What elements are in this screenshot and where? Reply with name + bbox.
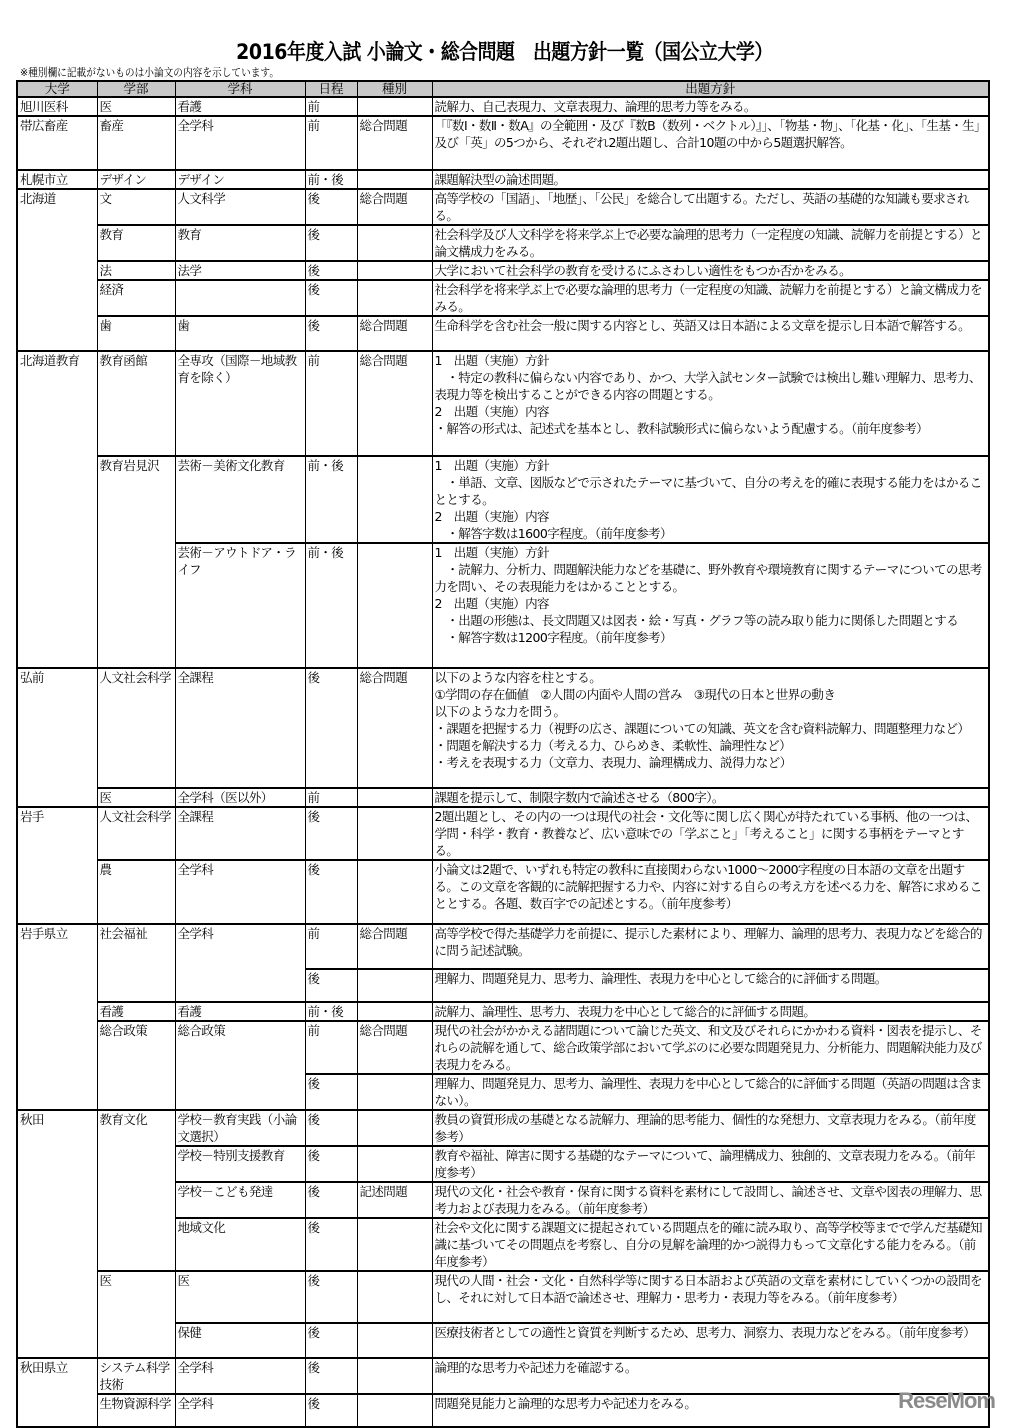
university-cell: 岩手県立	[17, 924, 97, 1110]
type-cell: 総合問題	[357, 1021, 432, 1074]
policy-cell: 社会科学及び人文科学を将来学ぶ上で必要な論理的思考力（一定程度の知識、読解力を前提とする）と論文構成力をみる。	[432, 225, 989, 261]
department-cell	[175, 280, 305, 316]
university-cell: 秋田県立	[17, 1358, 97, 1427]
policy-cell: 社会科学を将来学ぶ上で必要な論理的思考力（一定程度の知識、読解力を前提とする）と論文構成力をみる。	[432, 280, 989, 316]
faculty-cell: 歯	[97, 316, 175, 351]
policy-cell: 課題解決型の論述問題。	[432, 170, 989, 189]
faculty-cell: 人文社会科学	[97, 807, 175, 860]
table-body	[17, 97, 989, 1427]
policy-cell: 「『数Ⅰ・数Ⅱ・数A』の全範囲・及び『数B（数列・ベクトル）』」、「物基・物」、「化基・化」、「生基・生」及び「英」の5つから、それぞれ2題出題し、合計10題の中から5題選択解答。	[432, 116, 989, 170]
schedule-cell: 前・後	[305, 1002, 357, 1021]
policy-cell: 問題発見能力と論理的な思考力や記述力をみる。	[432, 1394, 989, 1427]
schedule-cell: 後	[305, 1271, 357, 1323]
faculty-cell: 経済	[97, 280, 175, 316]
schedule-cell: 後	[305, 1110, 357, 1146]
policy-cell: 小論文は2題で、いずれも特定の教科に直接関わらない1000～2000字程度の日本語の文章を出題する。この文章を客観的に読解把握する力や、内容に対する自らの考え方を述べる力を、解答に求めることとする。各題、数百字での記述とする。（前年度参考）	[432, 860, 989, 924]
policy-cell: 教育や福祉、障害に関する基礎的なテーマについて、論理構成力、独創的、文章表現力をみる。（前年度参考）	[432, 1146, 989, 1182]
type-cell	[357, 807, 432, 860]
faculty-cell: 看護	[97, 1002, 175, 1021]
schedule-cell: 後	[305, 860, 357, 924]
faculty-cell: デザイン	[97, 170, 175, 189]
type-cell	[357, 788, 432, 807]
type-cell	[357, 225, 432, 261]
schedule-cell: 前	[305, 788, 357, 807]
schedule-cell: 後	[305, 1394, 357, 1427]
schedule-cell: 前・後	[305, 170, 357, 189]
university-cell: 帯広畜産	[17, 116, 97, 170]
type-cell	[357, 456, 432, 543]
type-cell	[357, 1218, 432, 1271]
faculty-cell: 医	[97, 97, 175, 116]
department-cell: 法学	[175, 261, 305, 280]
policy-cell: 生命科学を含む社会一般に関する内容とし、英語又は日本語による文章を提示し日本語で解答する。	[432, 316, 989, 351]
schedule-cell: 後	[305, 668, 357, 788]
schedule-cell: 前	[305, 97, 357, 116]
policy-cell: 課題を提示して、制限字数内で論述させる（800字）。	[432, 788, 989, 807]
faculty-cell: 総合政策	[97, 1021, 175, 1110]
department-cell: 保健	[175, 1323, 305, 1358]
university-cell: 秋田	[17, 1110, 97, 1358]
faculty-cell: システム科学技術	[97, 1358, 175, 1394]
header-type: 種別	[357, 81, 432, 97]
type-cell	[357, 860, 432, 924]
department-cell: デザイン	[175, 170, 305, 189]
table-header-row	[17, 81, 989, 97]
type-cell: 総合問題	[357, 668, 432, 788]
schedule-cell: 後	[305, 1218, 357, 1271]
policy-cell: 1 出題（実施）方針 ・単語、文章、図版などで示されたテーマに基づいて、自分の考えを的確に表現する能力をはかることとする。 2 出題（実施）内容 ・解答字数は1600字程度。（前年度参考）	[432, 456, 989, 543]
schedule-cell: 後	[305, 316, 357, 351]
department-cell: 全学科	[175, 1358, 305, 1394]
faculty-cell: 医	[97, 1271, 175, 1358]
policy-cell: 大学において社会科学の教育を受けるにふさわしい適性をもつか否かをみる。	[432, 261, 989, 280]
logo-text: ReseMom	[898, 1388, 995, 1413]
schedule-cell: 後	[305, 1146, 357, 1182]
department-cell: 学校－教育実践（小論文選択）	[175, 1110, 305, 1146]
table-row	[17, 316, 989, 351]
policy-cell: 社会や文化に関する課題文に提起されている問題点を的確に読み取り、高等学校等までで学んだ基礎知識に基づいてその問題点を考察し、自分の見解を論理的かつ説得力もって文章化する能力をみる。（前年度参考）	[432, 1218, 989, 1271]
schedule-cell: 後	[305, 280, 357, 316]
table-row	[17, 225, 989, 261]
faculty-cell: 農	[97, 860, 175, 924]
table-row	[17, 668, 989, 788]
policy-cell: 読解力、論理性、思考力、表現力を中心として総合的に評価する問題。	[432, 1002, 989, 1021]
schedule-cell: 前	[305, 116, 357, 170]
type-cell	[357, 969, 432, 1002]
type-cell	[357, 543, 432, 668]
type-cell	[357, 1271, 432, 1323]
department-cell: 全学科	[175, 860, 305, 924]
policy-cell: 1 出題（実施）方針 ・読解力、分析力、問題解決能力などを基礎に、野外教育や環境教育に関するテーマについての思考力を問い、その表現能力をはかることとする。 2 出題（実施）内容 ・出題の形態は、長文問題又は図表・絵・写真・グラフ等の読み取り能力に関係した問題とする ・解答字数は1200字程度。（前年度参考）	[432, 543, 989, 668]
department-cell: 全専攻（国際－地域教育を除く）	[175, 351, 305, 456]
policy-cell: 高等学校の「国語」、「地歴」、「公民」を総合して出題する。ただし、英語の基礎的な知識も要求される。	[432, 189, 989, 225]
department-cell: 看護	[175, 1002, 305, 1021]
policy-cell: 理解力、問題発見力、思考力、論理性、表現力を中心として総合的に評価する問題。	[432, 969, 989, 1002]
type-cell: 記述問題	[357, 1182, 432, 1218]
table-row	[17, 1358, 989, 1394]
type-cell: 総合問題	[357, 316, 432, 351]
schedule-cell: 前	[305, 351, 357, 456]
schedule-cell: 前・後	[305, 543, 357, 668]
header-univ: 大学	[17, 81, 97, 97]
faculty-cell: 人文社会科学	[97, 668, 175, 788]
policy-cell: 1 出題（実施）方針 ・特定の教科に偏らない内容であり、かつ、大学入試センター試験では検出し難い理解力、思考力、表現力等を検出することができる内容の問題とする。 2 出題（実施）内容 ・解答の形式は、記述式を基本とし、教科試験形式に偏らないよう配慮する。（前年度参考）	[432, 351, 989, 456]
faculty-cell: 教育	[97, 225, 175, 261]
university-cell: 旭川医科	[17, 97, 97, 116]
department-cell: 全学科	[175, 924, 305, 1002]
department-cell: 全学科	[175, 1394, 305, 1427]
header-policy: 出題方針	[432, 81, 989, 97]
type-cell	[357, 280, 432, 316]
header-schedule: 日程	[305, 81, 357, 97]
policy-cell: 教員の資質形成の基礎となる読解力、理論的思考能力、個性的な発想力、文章表現力をみる。（前年度参考）	[432, 1110, 989, 1146]
type-cell	[357, 1002, 432, 1021]
resemom-logo	[898, 1388, 995, 1414]
table-row	[17, 456, 989, 543]
department-cell: 医	[175, 1271, 305, 1323]
faculty-cell: 文	[97, 189, 175, 225]
type-cell: 総合問題	[357, 924, 432, 969]
policy-cell: 高等学校で得た基礎学力を前提に、提示した素材により、理解力、論理的思考力、表現力などを総合的に問う記述試験。	[432, 924, 989, 969]
university-cell: 札幌市立	[17, 170, 97, 189]
type-cell: 総合問題	[357, 116, 432, 170]
table-row	[17, 1021, 989, 1074]
type-cell	[357, 1358, 432, 1394]
faculty-cell: 教育岩見沢	[97, 456, 175, 668]
type-cell	[357, 261, 432, 280]
type-cell	[357, 1074, 432, 1110]
table-row	[17, 1271, 989, 1323]
type-cell: 総合問題	[357, 189, 432, 225]
type-cell	[357, 1394, 432, 1427]
table-row	[17, 860, 989, 924]
schedule-cell: 後	[305, 969, 357, 1002]
department-cell: 全課程	[175, 807, 305, 860]
table-row	[17, 788, 989, 807]
schedule-cell: 後	[305, 1182, 357, 1218]
schedule-cell: 後	[305, 189, 357, 225]
type-cell	[357, 170, 432, 189]
page-title: 2016年度入試 小論文・総合問題 出題方針一覧（国公立大学）	[236, 40, 773, 64]
department-cell: 芸術－アウトドア・ライフ	[175, 543, 305, 668]
department-cell: 全学科（医以外）	[175, 788, 305, 807]
table-row	[17, 261, 989, 280]
department-cell: 芸術－美術文化教育	[175, 456, 305, 543]
university-cell: 北海道教育	[17, 351, 97, 668]
table-row	[17, 1394, 989, 1427]
table-row	[17, 1002, 989, 1021]
table-row	[17, 807, 989, 860]
department-cell: 看護	[175, 97, 305, 116]
department-cell: 総合政策	[175, 1021, 305, 1110]
department-cell: 学校－こども発達	[175, 1182, 305, 1218]
department-cell: 学校－特別支援教育	[175, 1146, 305, 1182]
schedule-cell: 後	[305, 225, 357, 261]
schedule-cell: 後	[305, 1074, 357, 1110]
type-cell	[357, 1146, 432, 1182]
schedule-cell: 前・後	[305, 456, 357, 543]
department-cell: 全学科	[175, 116, 305, 170]
university-cell: 弘前	[17, 668, 97, 807]
policy-cell: 以下のような内容を柱とする。 ①学問の存在価値 ②人間の内面や人間の営み ③現代の日本と世界の動き 以下のような力を問う。 ・課題を把握する力（視野の広さ、課題についての知識、英文を含む資料読解力、問題整理力など） ・問題を解決する力（考える力、ひらめき、柔軟性、論理性など） ・考えを表現する力（文章力、表現力、論理構成力、説得力など）	[432, 668, 989, 788]
faculty-cell: 教育函館	[97, 351, 175, 456]
department-cell: 全課程	[175, 668, 305, 788]
faculty-cell: 医	[97, 788, 175, 807]
policy-cell: 読解力、自己表現力、文章表現力、論理的思考力等をみる。	[432, 97, 989, 116]
type-cell: 総合問題	[357, 351, 432, 456]
table-row	[17, 924, 989, 969]
department-cell: 地域文化	[175, 1218, 305, 1271]
schedule-cell: 後	[305, 261, 357, 280]
policy-cell: 理解力、問題発見力、思考力、論理性、表現力を中心として総合的に評価する問題（英語の問題は含まない）。	[432, 1074, 989, 1110]
table-row	[17, 1110, 989, 1146]
policy-table	[16, 80, 990, 1428]
schedule-cell: 後	[305, 1358, 357, 1394]
faculty-cell: 教育文化	[97, 1110, 175, 1271]
faculty-cell: 生物資源科学	[97, 1394, 175, 1427]
department-cell: 教育	[175, 225, 305, 261]
department-cell: 歯	[175, 316, 305, 351]
header-faculty: 学部	[97, 81, 175, 97]
table-row	[17, 351, 989, 456]
table-row	[17, 170, 989, 189]
schedule-cell: 前	[305, 1021, 357, 1074]
table-row	[17, 189, 989, 225]
table-note: ※種別欄に記載がないものは小論文の内容を示しています。	[20, 66, 280, 79]
type-cell	[357, 97, 432, 116]
type-cell	[357, 1110, 432, 1146]
schedule-cell: 前	[305, 924, 357, 969]
department-cell: 人文科学	[175, 189, 305, 225]
policy-cell: 現代の人間・社会・文化・自然科学等に関する日本語および英語の文章を素材にしていくつかの設問をし、それに対して日本語で論述させ、理解力・思考力・表現力等をみる。（前年度参考）	[432, 1271, 989, 1323]
policy-cell: 医療技術者としての適性と資質を判断するため、思考力、洞察力、表現力などをみる。（前年度参考）	[432, 1323, 989, 1358]
schedule-cell: 後	[305, 807, 357, 860]
table-row	[17, 280, 989, 316]
schedule-cell: 後	[305, 1323, 357, 1358]
university-cell: 岩手	[17, 807, 97, 924]
faculty-cell: 社会福祉	[97, 924, 175, 1002]
type-cell	[357, 1323, 432, 1358]
policy-cell: 論理的な思考力や記述力を確認する。	[432, 1358, 989, 1394]
policy-cell: 現代の文化・社会や教育・保育に関する資料を素材にして設問し、論述させ、文章や図表の理解力、思考力および表現力をみる。（前年度参考）	[432, 1182, 989, 1218]
faculty-cell: 畜産	[97, 116, 175, 170]
table-row	[17, 97, 989, 116]
header-dept: 学科	[175, 81, 305, 97]
table-row	[17, 116, 989, 170]
faculty-cell: 法	[97, 261, 175, 280]
policy-cell: 現代の社会がかかえる諸問題について論じた英文、和文及びそれらにかかわる資料・図表を提示し、それらの読解を通して、総合政策学部において学ぶのに必要な問題発見力、分析能力、問題解決能力及び表現力をみる。	[432, 1021, 989, 1074]
policy-cell: 2題出題とし、その内の一つは現代の社会・文化等に関し広く関心が持たれている事柄、他の一つは、学問・科学・教育・教養など、広い意味での「学ぶこと」「考えること」に関する事柄をテーマとする。	[432, 807, 989, 860]
university-cell: 北海道	[17, 189, 97, 351]
